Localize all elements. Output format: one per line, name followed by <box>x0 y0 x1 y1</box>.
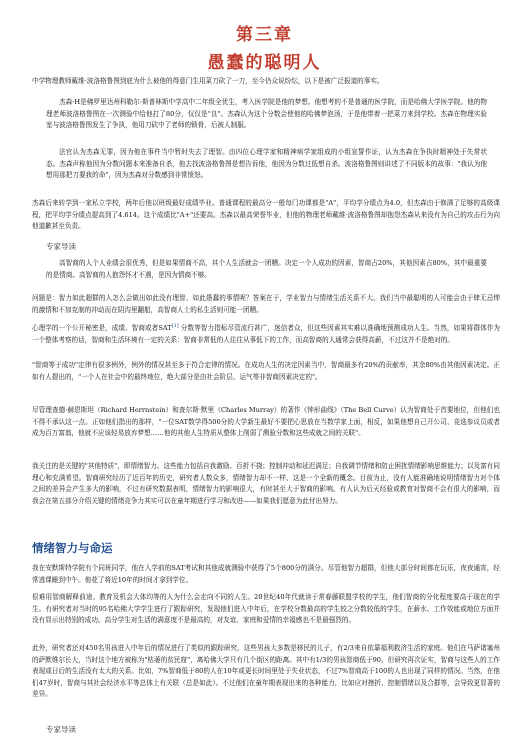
chapter-title: 愚蠢的聪明人 <box>207 53 322 73</box>
body-paragraph: 此外，研究者还对450名男孩进入中年后的情况进行了类似的跟踪研究，这些男孩大多数是移民的儿子，有2/3来自依靠福利救济生活的家庭。他们在马萨诸塞州的萨默维尔长大，当时这个地方被称为"枯萎的贫民窟"，离哈佛大学只有几个街区的距离。其中有1/3的男孩智商低于90。但研究再次证实，智商与这些人的工作表现或日后的生活没有太大的关系。比如，7%智商低于80的人在10年或更长时间里处于失业状态，不过7%智商高于100的人也出现了同样的情况。当然，在他们47岁时，智商与其社会经济水平等总体上有关联（总是如此）。不过他们在童年期表现出来的各种能力，比如应对挫折、控制情绪以及合群等，会导致更显著的差异。 <box>32 644 500 699</box>
body-text: 心理学的一个公开秘密是，成绩、智商或者SAT <box>32 324 172 333</box>
section-heading: 情绪智力与命运 <box>32 541 113 555</box>
body-paragraph: 我关注的是关键的"其他特质"，即情绪智力。这些能力包括自我激励、百折不挠；控制冲动和延迟满足；自我调节情绪和防止困扰情绪影响思维能力；以及富有同理心和充满希望。智商研究经历了近百年的历史，研究者人数众多，情绪智力却不一样，这是一个全新的概念。目前为止，没有人能准确地说明情绪智力对个体之间的差异会产生多大的影响，不过有研究数据表明，情绪智力的影响很大，有时甚至大于智商的影响。有人认为后天经验或教育对智商不会有很大的影响，而我会在第五部分介绍关键的情绪竞争力其实可以在童年期进行学习和改进——如果我们愿意为此付出努力。 <box>32 462 500 505</box>
body-paragraph: 尽管理查德·赫恩斯坦（Richard Herrnstein）和查尔斯·默里（Charles Murray）的著作《钟形曲线》（The Bell Curve）认为智商处于首要地位，但他们也不得不承认这一点。正如他们指出的那样，"一位SAT数学得500分的大学新生最好不要把心思放在当数学家上面，相反，如果他想自己开公司、竞选参议员或者成为百万富翁，他就不应该轻易放弃梦想……他的其他人生特质从整体上削弱了测验分数和这些成就之间的关联"。 <box>32 406 500 438</box>
footnote-marker[interactable]: [1] <box>171 323 179 329</box>
story-paragraph: 法官认为杰森无罪，因为他在事件当中暂时失去了理智。由四位心理学家和精神病学家组成的小组宣誓作证，认为杰森在争执时精神处于失常状态。杰森声称他因为分数问题本来准备自杀，他去找波洛格鲁图是想告诉他，他因为分数过低想自杀。波洛格鲁图则讲述了不同版本的故事："我认为他想用那把刀要我的命"，因为杰森对分数感到非常愤怒。 <box>46 148 487 180</box>
body-paragraph <box>32 321 500 346</box>
body-paragraph: "智商等于成功"定律有很多例外，例外的情况甚至多于符合定律的情况。在成功人生的决定因素当中，智商最多有20%的贡献率，其余80%由其他因素决定。正如有人提出的，"一个人在社会中的最终地位，绝大部分是由社会阶层、运气等非智商因素决定的"。 <box>32 361 500 381</box>
body-text: 分数等智力指标尽管流行甚广，迷信者众，但这些因素其实难以准确地预测成功人生。当然，如果将群体作为一个整体考察的话，智商和生活环境有一定的关系：智商非常低的人往往从事低下的工作，而高智商的人通常会获得高薪，不过这并不是绝对的。 <box>32 324 500 344</box>
body-paragraph: 问题是：智力如此超群的人怎么会做出如此没有理智、如此愚蠢的事情呢？答案在于，学业智力与情绪生活关系不大。我们当中最聪明的人可能会由于肆无忌惮的激情和不加克制的冲动而在阴沟里翻船，高智商人士的私生活则可能一团糟。 <box>32 294 500 314</box>
intro-paragraph: 中学物理教师戴维·波洛格鲁图到底为什么被他的得意门生用菜刀砍了一刀，至今仍众说纷纭，以下是被广泛报道的事实。 <box>32 77 384 85</box>
body-paragraph: 我在安默斯特学院有个同班同学，他在入学前的SAT考试和其他成就测验中获得了5个800分的满分。尽管他智力超群，但他大部分时间都在玩乐，夜夜通宵，经常逃课睡到中午。他花了将近10年的时间才拿到学位。 <box>32 564 500 584</box>
expert-guide-heading: 专家导读 <box>46 242 76 251</box>
chapter-heading: 第三章 <box>236 25 293 45</box>
story-paragraph: 杰森·H是佛罗里达州科勒尔·斯普林斯中学高中二年级全优生，考入医学院是他的梦想。他想考的不是普通的医学院，而是哈佛大学医学院。他的物理老师波洛格鲁图在一次测验中给他打了80分，仅仅是"良"。杰森认为这个分数会使他的哈佛梦泡汤，于是他带着一把菜刀来到学校。杰森在物理实验室与波洛格鲁图发生了争执，他用刀砍中了老师的锁骨，后被人制服。 <box>46 98 487 130</box>
body-paragraph: 很难用智商解释前途、教育及机会大体均等的人为什么会走向不同的人生。20世纪40年代就读于常春藤联盟学校的学生，他们智商的分化程度要高于现在的学生。有研究者对当时的95名哈佛大学学生进行了跟踪研究，发现他们进入中年后，在学校分数最高的学生较之分数较低的学生，在薪水、工作效能或地位方面并没有显示出特别的成功。高分学生对生活的满意度不是最高的，对友谊、家庭和爱情的幸福感也不是最强烈的。 <box>32 593 500 625</box>
body-paragraph: 杰森后来转学到一家私立学校，两年后他以班级最好成绩毕业。普通课程的最高分一般每门功课都是"A"，平均学分绩点为4.0，但杰森由于修满了足够的高级课程，把平均学分绩点提高到了4.614。这个成绩比"A+"还要高。杰森以最高荣誉毕业，但他的物理老师戴维·波洛格鲁图却抱怨杰森从来没有为自己的攻击行为向他道歉甚至负责。 <box>32 199 500 231</box>
expert-guide-heading: 专家导读 <box>46 725 76 734</box>
body-paragraph: 高智商的人个人业绩会很优秀，但是如果情商不高，其个人生活就会一团糟。决定一个人成功的因素，智商占20%，其他因素占80%，其中最重要的是情商。高智商的人抱怨怀才不遇，是因为情商不够。 <box>46 259 487 279</box>
